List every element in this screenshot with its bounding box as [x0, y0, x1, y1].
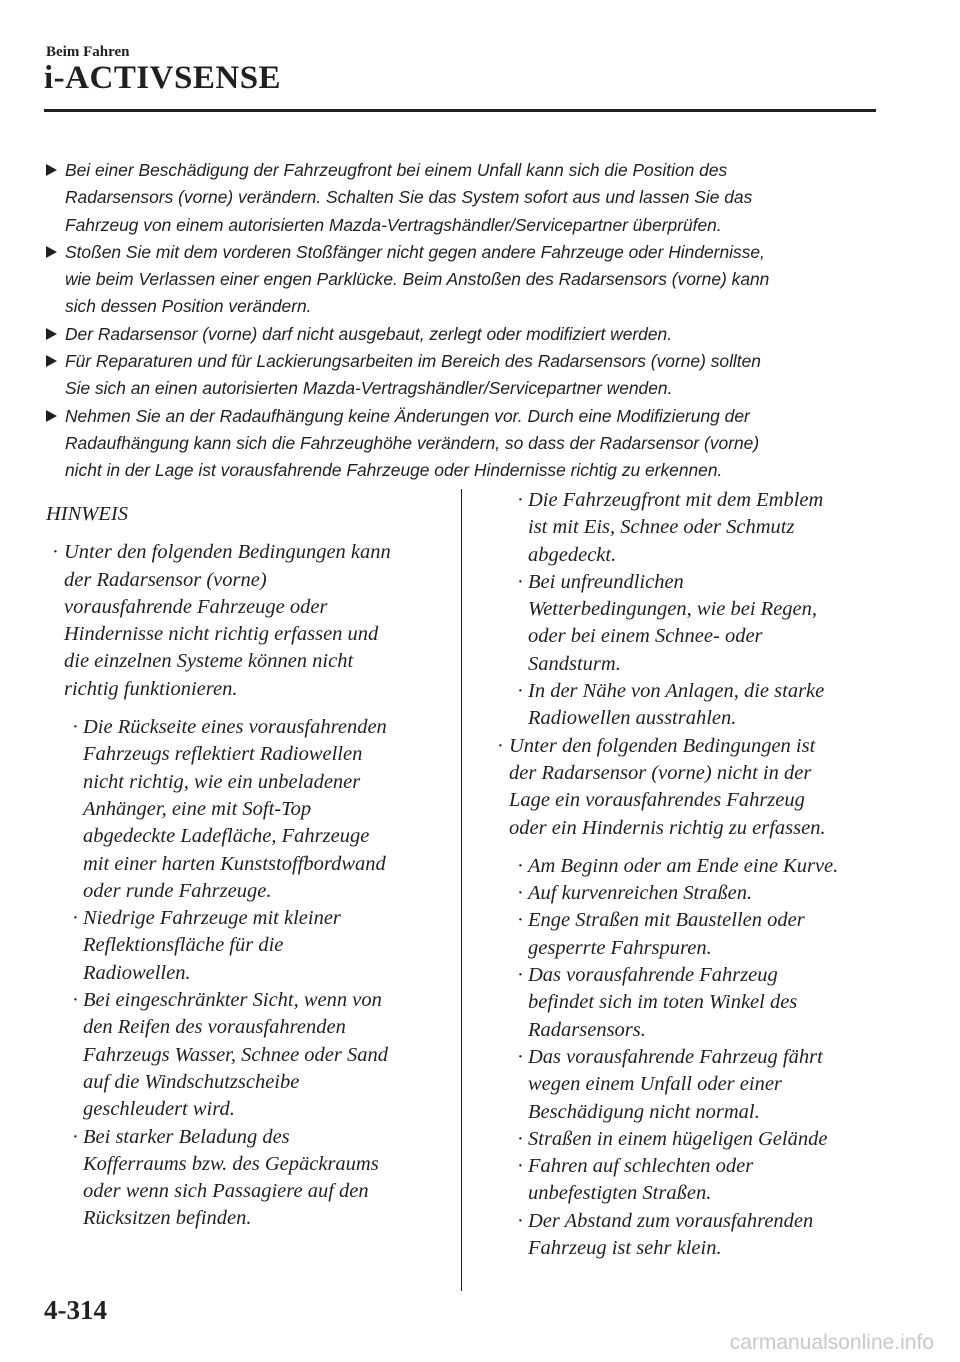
text-line: · Straßen in einem hügeligen Gelände: [528, 1127, 828, 1150]
text-line: · Unter den folgenden Bedingungen kann: [64, 541, 391, 564]
text-line: Für Reparaturen und für Lackierungsarbeiten im Bereich des Radarsensors (vorne) sollten: [65, 351, 761, 372]
text-line: abgedeckt.: [528, 543, 617, 566]
watermark: carmanualsonline.info: [729, 1331, 934, 1354]
text-line: der Radarsensor (vorne): [64, 568, 267, 591]
note-sub-item: [491, 1044, 911, 1126]
note-sub-item: [491, 1153, 911, 1208]
text-line: Radiowellen ausstrahlen.: [528, 707, 737, 730]
note-sub-item: [46, 1124, 446, 1233]
text-line: Radiowellen.: [83, 961, 191, 984]
text-line: · Bei starker Beladung des: [83, 1125, 290, 1148]
arrow-bullet-icon: [46, 246, 57, 258]
text-line: Fahrzeugs Wasser, Schnee oder Sand: [83, 1043, 389, 1066]
text-line: vorausfahrende Fahrzeuge oder: [64, 595, 328, 618]
text-line: wie beim Verlassen einer engen Parklücke. Beim Anstoßen des Radarsensors (vorne) kann: [65, 269, 770, 290]
text-line: · Bei eingeschränkter Sicht, wenn von: [83, 989, 382, 1012]
text-line: Nehmen Sie an der Radaufhängung keine Änderungen vor. Durch eine Modifizierung der: [65, 405, 750, 426]
text-line: sich dessen Position verändern.: [65, 296, 312, 317]
left-column: [46, 501, 446, 1233]
text-line: Radaufhängung kann sich die Fahrzeughöhe verändern, so dass der Radarsensor (vorne): [65, 432, 760, 453]
text-line: abgedeckte Ladefläche, Fahrzeuge: [83, 825, 370, 848]
text-line: Anhänger, eine mit Soft-Top: [83, 797, 312, 820]
warning-item: [46, 239, 876, 321]
text-line: Radarsensors.: [528, 1018, 646, 1041]
text-line: mit einer harten Kunststoffbordwand: [83, 852, 386, 875]
note-sub-item: [46, 714, 446, 905]
note-sub-item: [46, 987, 446, 1123]
text-line: · Enge Straßen mit Baustellen oder: [528, 909, 805, 932]
text-line: den Reifen des vorausfahrenden: [83, 1016, 346, 1039]
text-line: die einzelnen Systeme können nicht: [64, 650, 354, 673]
text-line: ist mit Eis, Schnee oder Schmutz: [528, 516, 795, 539]
note-intro-item: [46, 539, 446, 703]
text-line: · In der Nähe von Anlagen, die starke: [528, 680, 825, 703]
text-line: · Auf kurvenreichen Straßen.: [528, 882, 753, 905]
text-line: Rücksitzen befinden.: [83, 1207, 252, 1230]
text-line: oder ein Hindernis richtig zu erfassen.: [509, 816, 826, 839]
warning-item: [46, 348, 876, 403]
page-number: 4-314: [44, 1295, 107, 1325]
warning-item: [46, 157, 876, 239]
text-line: nicht richtig, wie ein unbeladener: [83, 770, 361, 793]
text-line: · Der Abstand zum vorausfahrenden: [528, 1209, 814, 1232]
text-line: · Die Fahrzeugfront mit dem Emblem: [528, 489, 824, 511]
text-line: · Unter den folgenden Bedingungen ist: [509, 734, 816, 757]
warning-item: [46, 403, 876, 485]
text-line: auf die Windschutzscheibe: [83, 1070, 300, 1093]
warning-item: [46, 321, 876, 348]
text-line: Lage ein vorausfahrendes Fahrzeug: [509, 789, 805, 812]
text-line: Beschädigung nicht normal.: [528, 1100, 760, 1123]
text-line: · Bei unfreundlichen: [528, 570, 684, 593]
text-line: Hindernisse nicht richtig erfassen und: [64, 623, 379, 646]
note-sub-item: [491, 962, 911, 1044]
text-line: · Am Beginn oder am Ende eine Kurve.: [528, 854, 839, 877]
arrow-bullet-icon: [46, 328, 57, 340]
text-line: oder runde Fahrzeuge.: [83, 879, 272, 902]
warning-list: [46, 157, 876, 485]
note-sub-item: [491, 907, 911, 962]
note-sub-list: [46, 714, 446, 1233]
text-line: · Fahren auf schlechten oder: [528, 1155, 754, 1178]
arrow-bullet-icon: [46, 355, 57, 367]
text-line: · Das vorausfahrende Fahrzeug: [528, 964, 778, 987]
note-sub-item: [46, 905, 446, 987]
text-line: Sandsturm.: [528, 652, 621, 675]
note-sub-item: [491, 487, 911, 569]
text-line: der Radarsensor (vorne) nicht in der: [509, 761, 812, 784]
text-line: Wetterbedingungen, wie bei Regen,: [528, 598, 818, 621]
text-line: gesperrte Fahrspuren.: [528, 936, 712, 959]
page-title: i-ACTIVSENSE: [44, 60, 282, 96]
text-line: Der Radarsensor (vorne) darf nicht ausgebaut, zerlegt oder modifiziert werden.: [65, 323, 673, 344]
text-line: Fahrzeug von einem autorisierten Mazda-Vertragshändler/Servicepartner überprüfen.: [65, 214, 722, 235]
note-sub-item: [491, 1126, 911, 1153]
text-line: Fahrzeugs reflektiert Radiowellen: [83, 743, 363, 766]
text-line: oder wenn sich Passagiere auf den: [83, 1180, 369, 1203]
text-line: Fahrzeug ist sehr klein.: [528, 1237, 722, 1260]
note-heading: HINWEIS: [46, 503, 128, 525]
text-line: befindet sich im toten Winkel des: [528, 991, 798, 1014]
text-line: oder bei einem Schnee- oder: [528, 625, 763, 648]
right-column: [491, 487, 911, 1262]
arrow-bullet-icon: [46, 164, 57, 176]
column-divider: [461, 489, 462, 1291]
title-rule: [44, 109, 876, 112]
text-line: Radarsensors (vorne) verändern. Schalten Sie das System sofort aus und lassen Sie das: [65, 187, 753, 208]
text-line: nicht in der Lage ist vorausfahrende Fahrzeuge oder Hindernisse richtig zu erkennen.: [65, 460, 723, 481]
note-sub-item: [491, 678, 911, 733]
note-sub-list: [491, 487, 911, 733]
note-sub-item: [491, 880, 911, 907]
note-sub-item: [491, 1208, 911, 1263]
text-line: · Niedrige Fahrzeuge mit kleiner: [83, 907, 341, 930]
text-line: · Das vorausfahrende Fahrzeug fährt: [528, 1045, 823, 1068]
text-line: geschleudert wird.: [83, 1098, 235, 1121]
section-label: Beim Fahren: [46, 44, 130, 60]
text-line: Sie sich an einen autorisierten Mazda-Vertragshändler/Servicepartner wenden.: [65, 378, 673, 399]
text-line: unbefestigten Straßen.: [528, 1182, 712, 1205]
text-line: Stoßen Sie mit dem vorderen Stoßfänger nicht gegen andere Fahrzeuge oder Hindernisse,: [65, 241, 765, 262]
text-line: richtig funktionieren.: [64, 677, 238, 700]
arrow-bullet-icon: [46, 410, 57, 422]
note-sub-item: [491, 569, 911, 678]
text-line: Bei einer Beschädigung der Fahrzeugfront bei einem Unfall kann sich die Position des: [65, 160, 728, 180]
note-sub-list: [491, 853, 911, 1262]
text-line: Reflektionsfläche für die: [83, 934, 284, 957]
note-sub-item: [491, 853, 911, 880]
text-line: Kofferraums bzw. des Gepäckraums: [83, 1152, 379, 1175]
note-intro-item: [491, 733, 911, 842]
text-line: · Die Rückseite eines vorausfahrenden: [83, 716, 387, 739]
text-line: wegen einem Unfall oder einer: [528, 1073, 782, 1096]
